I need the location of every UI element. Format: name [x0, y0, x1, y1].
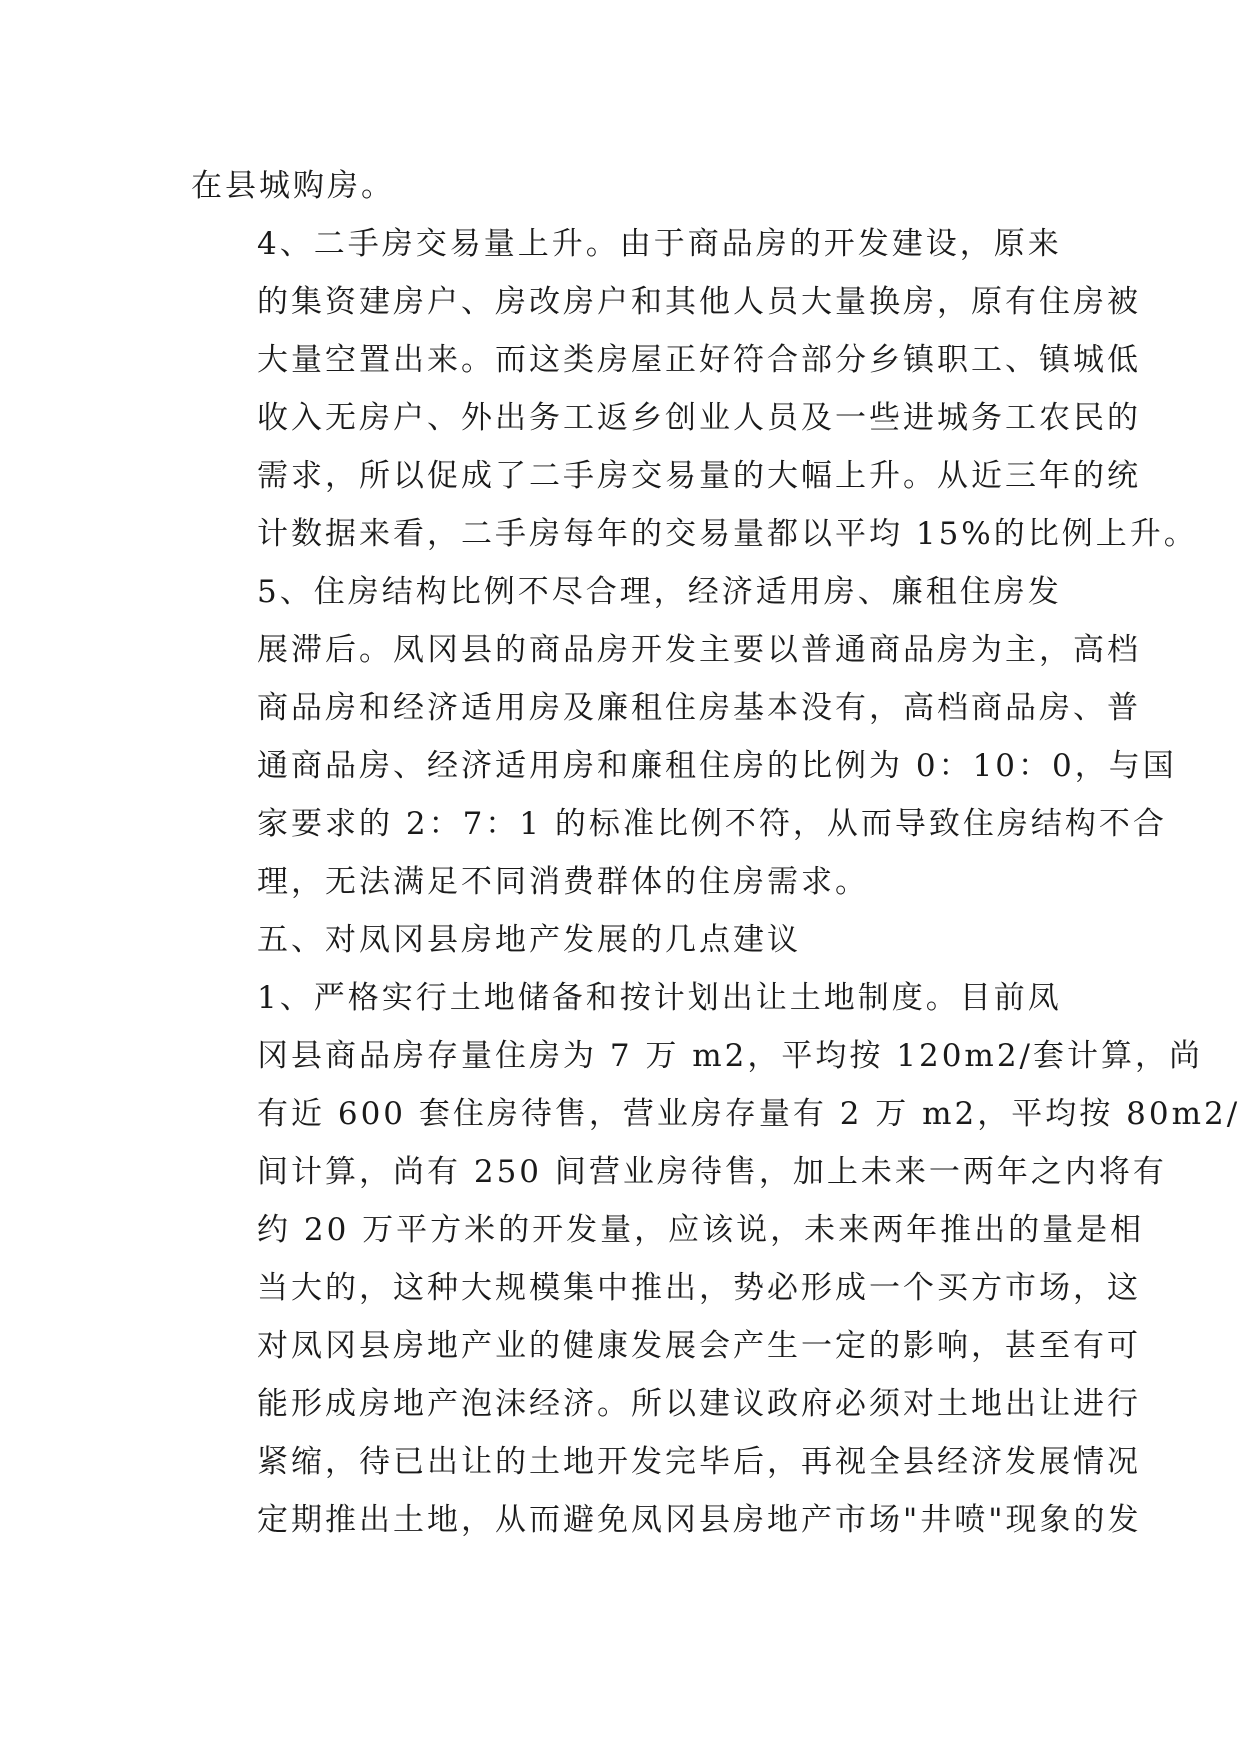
text-line: 在县城购房。: [191, 168, 395, 204]
text-line: 约 20 万平方米的开发量，应该说，未来两年推出的量是相: [257, 1212, 1145, 1248]
text-line: 当大的，这种大规模集中推出，势必形成一个买方市场，这: [257, 1270, 1141, 1306]
text-line: 通商品房、经济适用房和廉租住房的比例为 0：10：0，与国: [257, 748, 1177, 784]
heading-text: 五、对凤冈县房地产发展的几点建议: [257, 922, 801, 958]
text-line: 需求，所以促成了二手房交易量的大幅上升。从近三年的统: [257, 458, 1141, 494]
text-line: 的集资建房户、房改房户和其他人员大量换房，原有住房被: [257, 284, 1141, 320]
text-line: 理，无法满足不同消费群体的住房需求。: [257, 864, 869, 900]
text-line: 5、住房结构比例不尽合理，经济适用房、廉租住房发: [257, 574, 1062, 610]
text-line: 计数据来看，二手房每年的交易量都以平均 15%的比例上升。: [257, 516, 1198, 552]
document-body: [191, 157, 1241, 1549]
text-line: 展滞后。凤冈县的商品房开发主要以普通商品房为主，高档: [257, 632, 1141, 668]
text-line: 商品房和经济适用房及廉租住房基本没有，高档商品房、普: [257, 690, 1141, 726]
paragraph-housing-structure: [191, 563, 1177, 911]
text-line: 家要求的 2：7：1 的标准比例不符，从而导致住房结构不合: [257, 806, 1167, 842]
text-line: 紧缩，待已出让的土地开发完毕后，再视全县经济发展情况: [257, 1444, 1141, 1480]
text-line: 收入无房户、外出务工返乡创业人员及一些进城务工农民的: [257, 400, 1141, 436]
text-line: 冈县商品房存量住房为 7 万 m2，平均按 120m2/套计算，尚: [257, 1038, 1203, 1074]
text-line: 大量空置出来。而这类房屋正好符合部分乡镇职工、镇城低: [257, 342, 1141, 378]
text-line: 对凤冈县房地产业的健康发展会产生一定的影响，甚至有可: [257, 1328, 1141, 1364]
text-line: 定期推出土地，从而避免凤冈县房地产市场"井喷"现象的发: [257, 1502, 1142, 1538]
text-line: 能形成房地产泡沫经济。所以建议政府必须对土地出让进行: [257, 1386, 1141, 1422]
paragraph-continuation: [191, 157, 1053, 215]
text-line: 有近 600 套住房待售，营业房存量有 2 万 m2，平均按 80m2/: [257, 1096, 1241, 1132]
text-line: 4、二手房交易量上升。由于商品房的开发建设，原来: [257, 226, 1062, 262]
text-line: 间计算，尚有 250 间营业房待售，加上未来一两年之内将有: [257, 1154, 1167, 1190]
paragraph-land-reserve: [191, 969, 1241, 1549]
section-heading: [191, 911, 1053, 969]
paragraph-second-hand-housing: [191, 215, 1198, 563]
text-line: 1、严格实行土地储备和按计划出让土地制度。目前凤: [257, 980, 1062, 1016]
